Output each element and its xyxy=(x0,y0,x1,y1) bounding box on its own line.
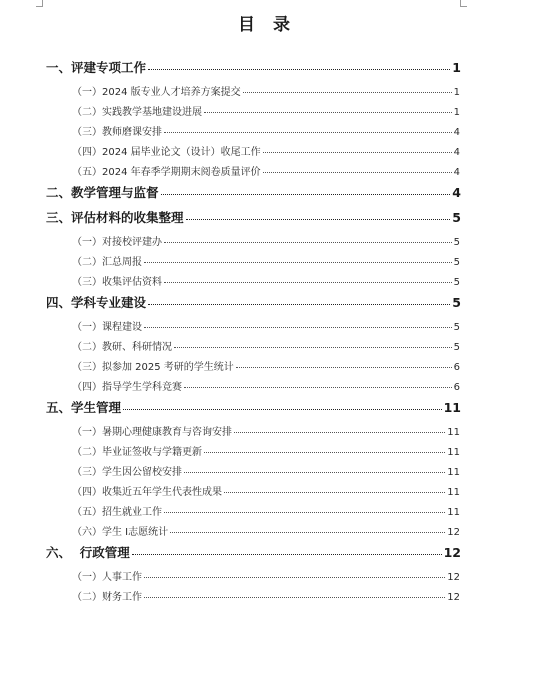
toc-entry-label: （一）2024 版专业人才培养方案提交 xyxy=(72,87,241,98)
toc-page-number: 11 xyxy=(447,487,460,498)
toc-entry-label: （六）学生 I志愿统计 xyxy=(72,527,169,538)
toc-page-number: 11 xyxy=(447,467,460,478)
toc-subsection-entry[interactable] xyxy=(0,338,534,358)
toc-page-number: 12 xyxy=(447,572,460,583)
toc-entry-label: （二）财务工作 xyxy=(72,592,142,603)
toc-subsection-entry[interactable] xyxy=(0,83,534,103)
toc-subsection-entry[interactable] xyxy=(0,503,534,523)
toc-entry-label: （一）暑期心理健康教育与咨询安排 xyxy=(72,427,232,438)
toc-page-number: 6 xyxy=(453,382,460,393)
toc-entry-label: （二）毕业证签收与学籍更新 xyxy=(72,447,202,458)
toc-page-number: 1 xyxy=(452,60,461,75)
toc-dot-leader xyxy=(224,492,445,493)
toc-page-number: 11 xyxy=(447,427,460,438)
toc-subsection-entry[interactable] xyxy=(0,443,534,463)
toc-subsection-entry[interactable] xyxy=(0,378,534,398)
toc-section-entry[interactable] xyxy=(0,543,534,568)
toc-subsection-entry[interactable] xyxy=(0,463,534,483)
toc-dot-leader xyxy=(234,432,445,433)
toc-subsection-entry[interactable] xyxy=(0,568,534,588)
toc-dot-leader xyxy=(164,242,452,243)
toc-dot-leader xyxy=(204,112,452,113)
toc-entry-label: （二）教研、科研情况 xyxy=(72,342,172,353)
toc-section-entry[interactable] xyxy=(0,208,534,233)
toc-entry-label: （二）实践教学基地建设进展 xyxy=(72,107,202,118)
toc-subsection-entry[interactable] xyxy=(0,253,534,273)
toc-page-number: 5 xyxy=(452,295,461,310)
toc-subsection-entry[interactable] xyxy=(0,358,534,378)
toc-entry-label: （四）指导学生学科竞赛 xyxy=(72,382,182,393)
page-corner-mark-right xyxy=(460,0,467,7)
toc-section-entry[interactable] xyxy=(0,293,534,318)
toc-dot-leader xyxy=(174,347,452,348)
toc-entry-label: 二、教学管理与监督 xyxy=(46,185,159,200)
toc-entry-label: （一）对接校评建办 xyxy=(72,237,162,248)
toc-dot-leader xyxy=(236,367,452,368)
toc-page-number: 5 xyxy=(453,342,460,353)
toc-entry-label: 一、评建专项工作 xyxy=(46,60,147,75)
toc-dot-leader xyxy=(164,512,445,513)
toc-page-number: 6 xyxy=(453,362,460,373)
toc-dot-leader xyxy=(184,472,445,473)
toc-page-number: 4 xyxy=(453,127,460,138)
toc-page-number: 12 xyxy=(447,592,460,603)
toc-entry-label: （一）人事工作 xyxy=(72,572,142,583)
toc-section-entry[interactable] xyxy=(0,398,534,423)
toc-dot-leader xyxy=(184,387,452,388)
toc-entry-label: （三）学生因公留校安排 xyxy=(72,467,182,478)
toc-page-number: 5 xyxy=(453,322,460,333)
toc-subsection-entry[interactable] xyxy=(0,273,534,293)
toc-dot-leader xyxy=(123,409,442,410)
toc-page-number: 4 xyxy=(452,185,461,200)
toc-dot-leader xyxy=(204,452,445,453)
toc-entry-label: （五）2024 年春季学期期末阅卷质量评价 xyxy=(72,167,261,178)
toc-dot-leader xyxy=(263,152,452,153)
toc-entry-label: 四、学科专业建设 xyxy=(46,295,147,310)
toc-page-number: 4 xyxy=(453,167,460,178)
toc-entry-label: （二）汇总周报 xyxy=(72,257,142,268)
toc-subsection-entry[interactable] xyxy=(0,123,534,143)
toc-dot-leader xyxy=(144,577,445,578)
toc-dot-leader xyxy=(148,304,450,305)
toc-page-number: 5 xyxy=(453,277,460,288)
toc-subsection-entry[interactable] xyxy=(0,318,534,338)
toc-page-number: 4 xyxy=(453,147,460,158)
toc-subsection-entry[interactable] xyxy=(0,483,534,503)
toc-entry-label: （三）教师磨课安排 xyxy=(72,127,162,138)
toc-subsection-entry[interactable] xyxy=(0,588,534,608)
toc-subsection-entry[interactable] xyxy=(0,233,534,253)
toc-subsection-entry[interactable] xyxy=(0,143,534,163)
toc-page-number: 5 xyxy=(453,237,460,248)
toc-entry-label: （三）收集评估资料 xyxy=(72,277,162,288)
toc-dot-leader xyxy=(186,219,451,220)
toc-subsection-entry[interactable] xyxy=(0,523,534,543)
toc-title: 目 录 xyxy=(238,15,296,35)
toc-entry-label: 三、评估材料的收集整理 xyxy=(46,210,184,225)
toc-dot-leader xyxy=(170,532,445,533)
toc-entry-label: （五）招生就业工作 xyxy=(72,507,162,518)
toc-subsection-entry[interactable] xyxy=(0,103,534,123)
toc-entry-label: （一）课程建设 xyxy=(72,322,142,333)
toc-page-number: 1 xyxy=(453,107,460,118)
toc-page-number: 5 xyxy=(453,257,460,268)
toc-dot-leader xyxy=(164,282,452,283)
toc-entry-label: 六、 行政管理 xyxy=(46,545,130,560)
toc-dot-leader xyxy=(132,554,442,555)
toc-dot-leader xyxy=(243,92,452,93)
toc-page-number: 1 xyxy=(453,87,460,98)
toc-section-entry[interactable] xyxy=(0,183,534,208)
toc-dot-leader xyxy=(148,69,450,70)
toc-page-number: 12 xyxy=(447,527,460,538)
toc-dot-leader xyxy=(263,172,452,173)
toc-page-number: 5 xyxy=(452,210,461,225)
page-corner-mark-left xyxy=(36,0,43,7)
toc-dot-leader xyxy=(144,597,445,598)
toc-dot-leader xyxy=(164,132,452,133)
toc-page-number: 11 xyxy=(443,400,461,415)
toc-entry-label: （三）拟参加 2025 考研的学生统计 xyxy=(72,362,234,373)
toc-section-entry[interactable] xyxy=(0,58,534,83)
toc-page-number: 12 xyxy=(443,545,461,560)
toc-subsection-entry[interactable] xyxy=(0,163,534,183)
toc-subsection-entry[interactable] xyxy=(0,423,534,443)
toc-entry-label: （四）收集近五年学生代表性成果 xyxy=(72,487,222,498)
table-of-contents xyxy=(0,58,534,608)
toc-entry-label: （四）2024 届毕业论文（设计）收尾工作 xyxy=(72,147,261,158)
toc-dot-leader xyxy=(144,262,452,263)
toc-page-number: 11 xyxy=(447,447,460,458)
toc-entry-label: 五、学生管理 xyxy=(46,400,122,415)
toc-dot-leader xyxy=(161,194,451,195)
toc-dot-leader xyxy=(144,327,452,328)
toc-page-number: 11 xyxy=(447,507,460,518)
